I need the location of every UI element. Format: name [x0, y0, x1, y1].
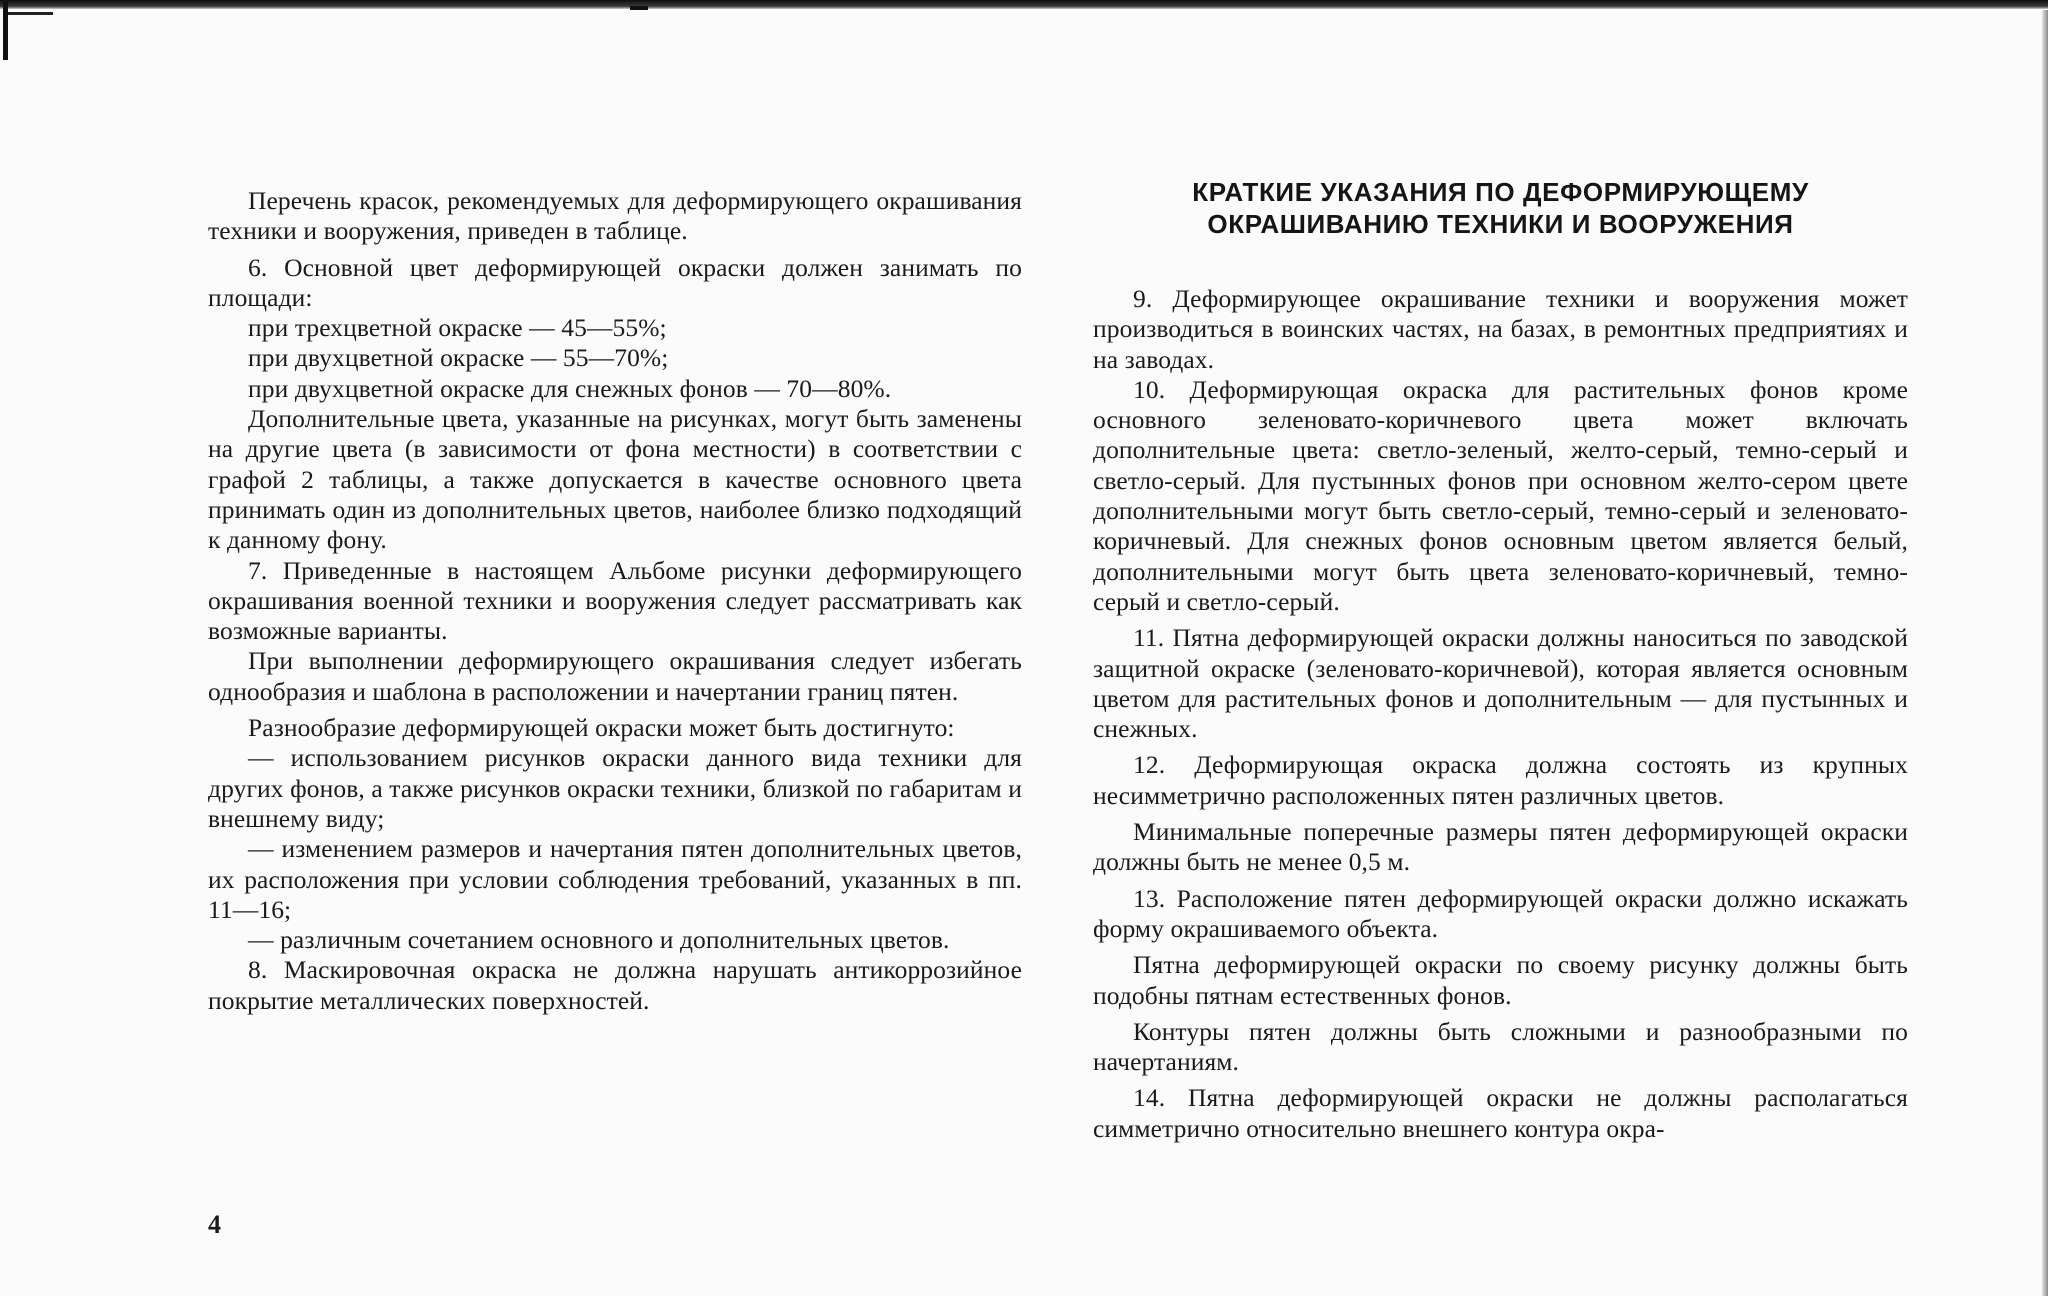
- scan-right-border: [2042, 10, 2048, 1296]
- paragraph-additional-colors: Дополнительные цвета, указанные на рисунках, могут быть заменены на другие цвета (в зависимости от фона местности) в соответствии с графой 2 таблицы, а также допускается в качестве основного цвета принимать один из дополнительных цветов, наиболее близко подходящий к данному фону.: [208, 404, 1022, 555]
- paragraph-6-main-color-area: 6. Основной цвет деформирующей окраски должен занимать по площади:: [208, 252, 1022, 312]
- paragraph-complex-contours: Контуры пятен должны быть сложными и разнообразными по начертаниям.: [1093, 1016, 1908, 1077]
- paragraph-13-distort-shape: 13. Расположение пятен деформирующей окраски должно искажать форму окрашиваемого объекта.: [1093, 883, 1908, 943]
- paragraph-14-no-symmetry: 14. Пятна деформирующей окраски не должны располагаться симметрично относительно внешнего контура окра-: [1093, 1083, 1908, 1143]
- page-number: 4: [208, 1210, 221, 1239]
- list-item-two-color: при двухцветной окраске — 55—70%;: [248, 343, 669, 373]
- section-heading: [1093, 176, 1908, 240]
- paragraph-9-where-applied: 9. Деформирующее окрашивание техники и вооружения может производиться в воинских частях, на базах, в ремонтных предприятиях и на заводах.: [1093, 284, 1908, 374]
- paragraph-diversity-intro: Разнообразие деформирующей окраски может быть достигнуто:: [248, 713, 955, 743]
- list-item-three-color: при трехцветной окраске — 45—55%;: [248, 313, 667, 343]
- left-page-text-column: [208, 186, 1022, 1016]
- right-page-text-column: [1093, 284, 1908, 1144]
- paragraph-paint-list-intro: Перечень красок, рекомендуемых для деформирующего окрашивания техники и вооружения, приведен в таблице.: [208, 186, 1022, 246]
- section-heading-line-1: КРАТКИЕ УКАЗАНИЯ ПО ДЕФОРМИРУЮЩЕМУ: [1192, 177, 1809, 207]
- paragraph-avoid-uniformity: При выполнении деформирующего окрашивания следует избегать однообразия и шаблона в расположении и начертании границ пятен.: [208, 646, 1022, 706]
- paragraph-10-background-colors: 10. Деформирующая окраска для растительных фонов кроме основного зеленовато-коричневого цвета может включать дополнительные цвета: светло-зеленый, желто-серый, темно-серый и светло-серый. Для пустынных фонов при основном желто-сером цвете дополнительными могут быть светло-серый, темно-серый и зеленовато-коричневый. Для снежных фонов основным цветом является белый, дополнительными могут быть цвета зеленовато-коричневый, темно-серый и светло-серый.: [1093, 374, 1908, 616]
- list-item-two-color-snow: при двухцветной окраске для снежных фонов — 70—80%.: [248, 373, 892, 403]
- paragraph-7-album-variants: 7. Приведенные в настоящем Альбоме рисунки деформирующего окрашивания военной техники и вооружения следует рассматривать как возможные варианты.: [208, 555, 1022, 646]
- paragraph-minimum-size: Минимальные поперечные размеры пятен деформирующей окраски должны быть не менее 0,5 м.: [1093, 817, 1908, 877]
- paragraph-8-anticorrosion: 8. Маскировочная окраска не должна нарушать антикоррозийное покрытие металлических поверхностей.: [208, 955, 1022, 1015]
- list-item-using-drawings: — использованием рисунков окраски данного вида техники для других фонов, а также рисунков окраски техники, близкой по габаритам и внешнему виду;: [208, 743, 1022, 833]
- list-item-color-combination: — различным сочетанием основного и дополнительных цветов.: [248, 925, 950, 955]
- paragraph-11-factory-coating: 11. Пятна деформирующей окраски должны наноситься по заводской защитной окраске (зеленовато-коричневой), которая является основным цветом для растительных фонов и дополнительным — для пустынных и снежных.: [1093, 623, 1908, 744]
- paragraph-natural-patterns: Пятна деформирующей окраски по своему рисунку должны быть подобны пятнам естественных фонов.: [1093, 950, 1908, 1010]
- section-heading-line-2: ОКРАШИВАНИЮ ТЕХНИКИ И ВООРУЖЕНИЯ: [1207, 209, 1794, 239]
- paragraph-12-large-spots: 12. Деформирующая окраска должна состоять из крупных несимметрично расположенных пятен различных цветов.: [1093, 750, 1908, 810]
- list-item-changing-sizes: — изменением размеров и начертания пятен дополнительных цветов, их расположения при условии соблюдения требований, указанных в пп. 11—16;: [208, 834, 1022, 924]
